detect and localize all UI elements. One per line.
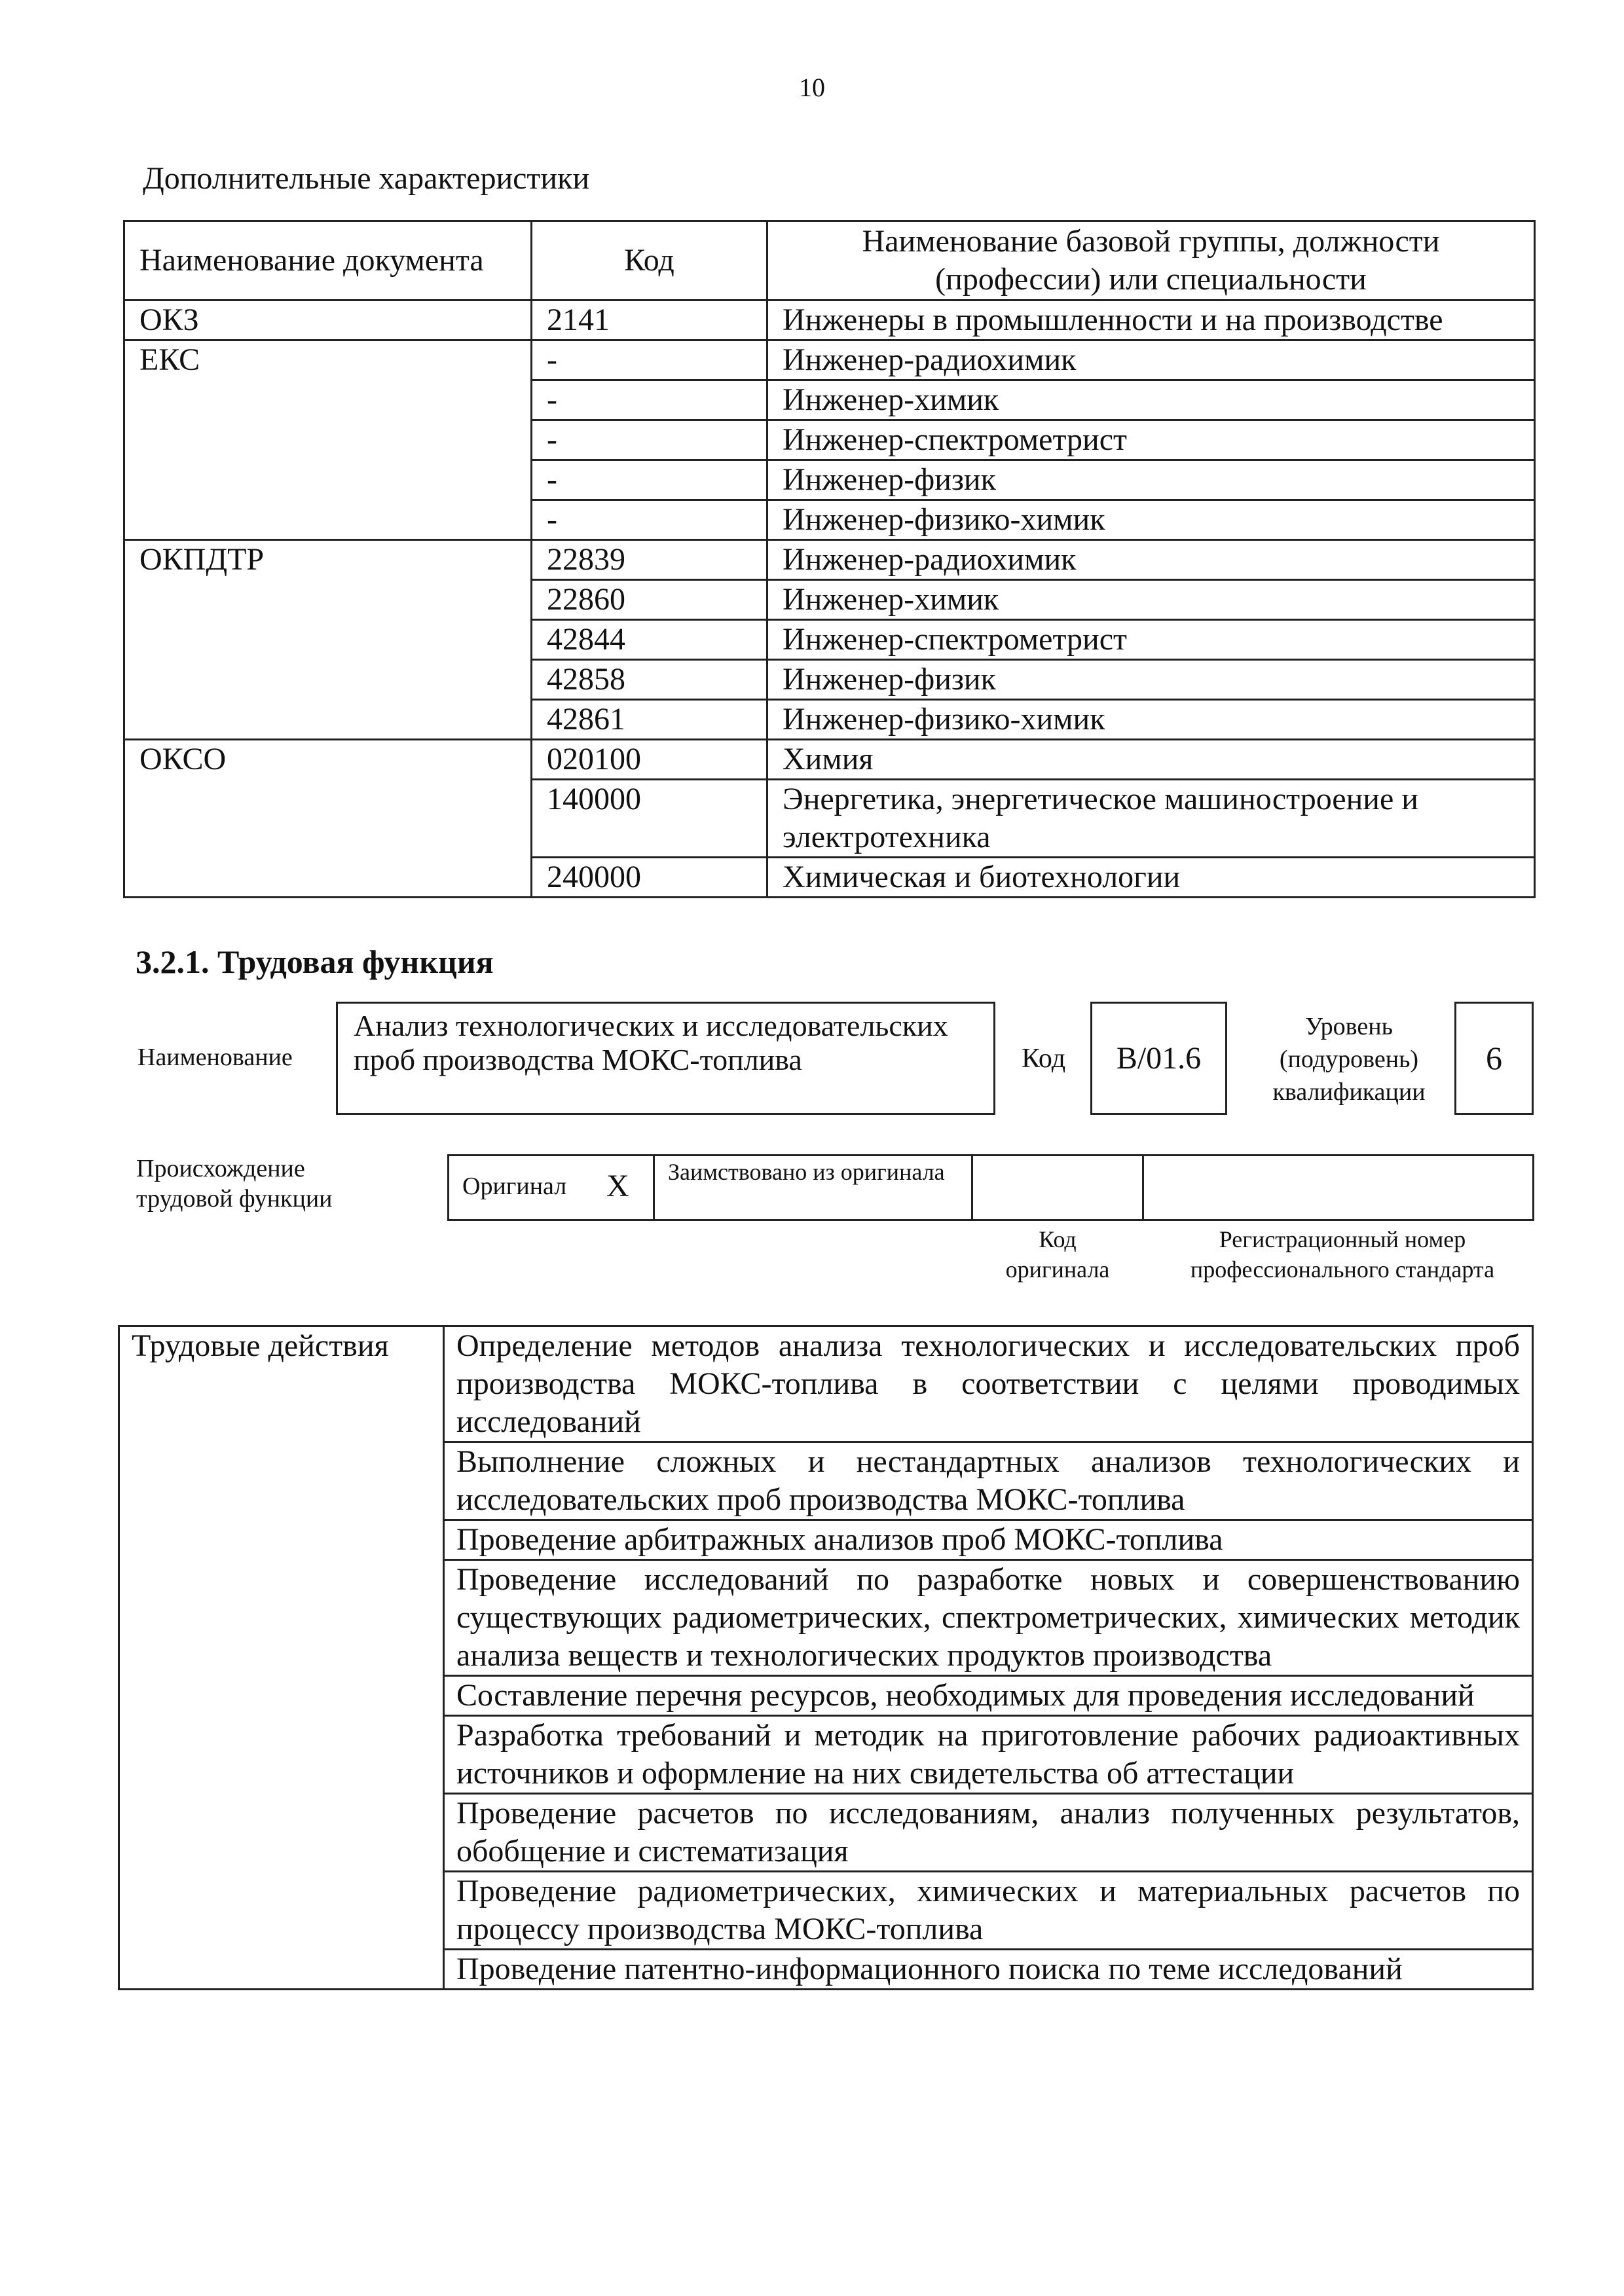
code-label: Код	[1022, 1044, 1066, 1074]
doc-name: ОКЗ	[124, 301, 532, 340]
action-item: Проведение арбитражных анализов проб МОКС-топлива	[444, 1520, 1533, 1560]
table-row	[124, 780, 1535, 858]
group-name-cell: Инженер-физико-химик	[767, 700, 1535, 740]
code-cell: 22860	[532, 580, 767, 620]
origin-label: Происхождение трудовой функции	[136, 1155, 333, 1212]
table-row	[124, 660, 1535, 700]
group-name-cell: Инженер-физик	[767, 660, 1535, 700]
table-row	[124, 340, 1535, 380]
table-row	[124, 700, 1535, 740]
table-row	[124, 740, 1535, 780]
original-label: Оригинал	[462, 1173, 567, 1200]
group-name-cell: Химия	[767, 740, 1535, 780]
group-name-cell: Инженер-физик	[767, 460, 1535, 500]
action-item: Проведение патентно-информационного поиска по теме исследований	[444, 1950, 1533, 1990]
action-item: Составление перечня ресурсов, необходимых для проведения исследований	[444, 1676, 1533, 1716]
table-row	[124, 580, 1535, 620]
code-cell: 240000	[532, 858, 767, 898]
table-row	[119, 1326, 1533, 1442]
labor-actions-table	[118, 1325, 1534, 1990]
code-cell: 42861	[532, 700, 767, 740]
group-name-cell: Инженер-физико-химик	[767, 500, 1535, 540]
code-cell: -	[532, 460, 767, 500]
level-label: Уровень (подуровень) квалификации	[1272, 1013, 1426, 1106]
additional-characteristics-table	[123, 220, 1536, 898]
doc-name: ОКСО	[124, 740, 532, 780]
header-code: Код	[532, 221, 767, 301]
code-cell: -	[532, 380, 767, 420]
original-code-caption: Код оригинала	[1005, 1226, 1110, 1283]
level-box	[1454, 1002, 1534, 1115]
divider	[653, 1154, 655, 1221]
action-item: Проведение исследований по разработке новых и совершенствованию существующих радиометрических, спектрометрических, химических методик анализа веществ и технологических продуктов производства	[444, 1560, 1533, 1676]
function-code-value: B/01.6	[1116, 1041, 1202, 1076]
name-label: Наименование	[138, 1044, 293, 1071]
code-cell: -	[532, 420, 767, 460]
code-cell: 020100	[532, 740, 767, 780]
divider	[1142, 1154, 1144, 1221]
code-cell: -	[532, 340, 767, 380]
group-name-cell: Инженер-химик	[767, 580, 1535, 620]
function-name-box	[336, 1002, 995, 1115]
group-name-cell: Инженер-радиохимик	[767, 540, 1535, 580]
table-row	[124, 858, 1535, 898]
action-item: Проведение радиометрических, химических и материальных расчетов по процессу производства МОКС-топлива	[444, 1872, 1533, 1950]
doc-name-blank	[124, 380, 532, 420]
action-item: Выполнение сложных и нестандартных анализов технологических и исследовательских проб производства МОКС-топлива	[444, 1442, 1533, 1520]
code-cell: 2141	[532, 301, 767, 340]
group-name-cell: Инженер-спектрометрист	[767, 420, 1535, 460]
group-name-cell: Энергетика, энергетическое машиностроение и электротехника	[767, 780, 1535, 858]
doc-name-blank	[124, 620, 532, 660]
code-cell: 22839	[532, 540, 767, 580]
original-mark: X	[606, 1169, 629, 1203]
group-name-cell: Инженер-химик	[767, 380, 1535, 420]
table-row	[124, 540, 1535, 580]
action-item: Определение методов анализа технологических и исследовательских проб производства МОКС-топлива в соответствии с целями проводимых исследований	[444, 1326, 1533, 1442]
doc-name-blank	[124, 460, 532, 500]
doc-name-blank	[124, 700, 532, 740]
group-name-cell: Инженер-спектрометрист	[767, 620, 1535, 660]
labor-actions-label: Трудовые действия	[119, 1326, 444, 1990]
doc-name-blank	[124, 780, 532, 858]
action-item: Проведение расчетов по исследованиям, анализ полученных результатов, обобщение и систематизация	[444, 1794, 1533, 1872]
table-header-row	[124, 221, 1535, 301]
action-item: Разработка требований и методик на приготовление рабочих радиоактивных источников и оформление на них свидетельства об аттестации	[444, 1716, 1533, 1794]
additional-characteristics-title: Дополнительные характеристики	[143, 161, 590, 196]
doc-name: ЕКС	[124, 340, 532, 380]
doc-name-blank	[124, 420, 532, 460]
group-name-cell: Химическая и биотехнологии	[767, 858, 1535, 898]
doc-name: ОКПДТР	[124, 540, 532, 580]
divider	[971, 1154, 973, 1221]
code-cell: 140000	[532, 780, 767, 858]
table-row	[124, 620, 1535, 660]
function-name-value: Анализ технологических и исследовательских проб производства МОКС-топлива	[354, 1009, 948, 1076]
code-cell: 42858	[532, 660, 767, 700]
level-value: 6	[1486, 1040, 1502, 1076]
function-code-box	[1090, 1002, 1227, 1115]
header-group-name: Наименование базовой группы, должности (профессии) или специальности	[767, 221, 1535, 301]
header-document: Наименование документа	[124, 221, 532, 301]
table-row	[124, 420, 1535, 460]
doc-name-blank	[124, 500, 532, 540]
table-row	[124, 500, 1535, 540]
table-row	[124, 380, 1535, 420]
group-name-cell: Инженеры в промышленности и на производстве	[767, 301, 1535, 340]
borrowed-label: Заимствовано из оригинала	[668, 1159, 945, 1185]
code-cell: 42844	[532, 620, 767, 660]
section-title: 3.2.1. Трудовая функция	[136, 943, 494, 980]
doc-name-blank	[124, 580, 532, 620]
table-row	[124, 460, 1535, 500]
table-row	[124, 301, 1535, 340]
doc-name-blank	[124, 858, 532, 898]
doc-name-blank	[124, 660, 532, 700]
page-number: 10	[799, 73, 825, 102]
reg-number-caption: Регистрационный номер профессионального стандарта	[1190, 1226, 1495, 1283]
group-name-cell: Инженер-радиохимик	[767, 340, 1535, 380]
code-cell: -	[532, 500, 767, 540]
